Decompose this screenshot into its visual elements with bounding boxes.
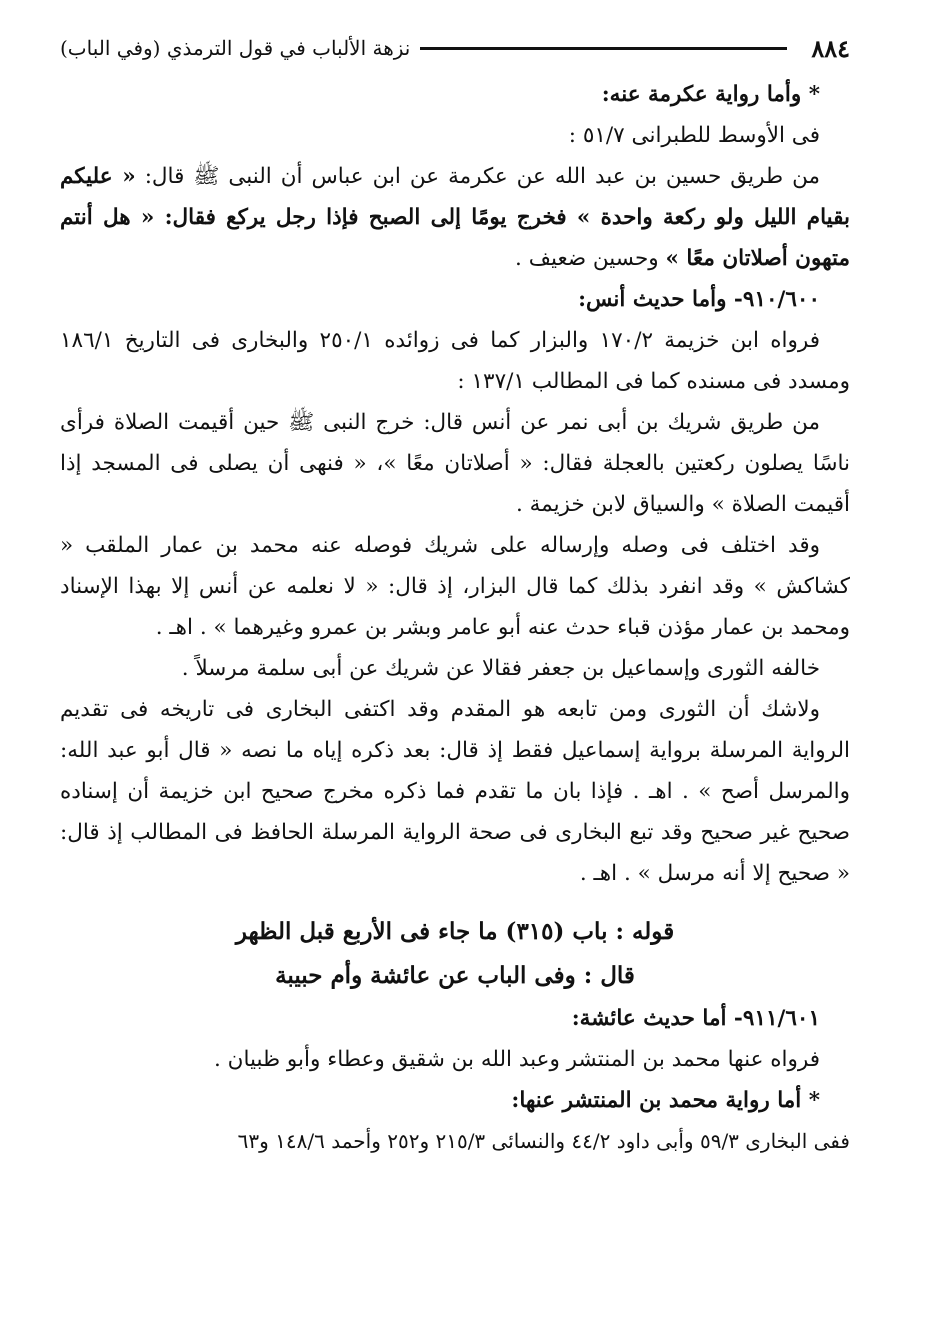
paragraph-anas-sources: فرواه ابن خزيمة ١٧٠/٢ والبزار كما فى زوائده ٢٥٠/١ والبخارى فى التاريخ ١٨٦/١ ومسدد فى مسنده كما فى المطالب ١٣٧/١ : xyxy=(60,328,850,394)
paragraph-husayn xyxy=(60,156,850,279)
husayn-verdict: وحسين ضعيف . xyxy=(515,246,666,271)
section-subtitle: قال : وفى الباب عن عائشة وأم حبيبة xyxy=(275,962,635,989)
page-number: ٨٨٤ xyxy=(811,33,850,63)
subheading-anas: ٩١٠/٦٠٠- وأما حديث أنس: xyxy=(578,287,820,312)
header-rule xyxy=(420,47,787,50)
paragraph-thawri: خالفه الثورى وإسماعيل بن جعفر فقالا عن شريك عن أبى سلمة مرسلاً . xyxy=(181,656,820,681)
subheading-ikrima: * وأما رواية عكرمة عنه: xyxy=(601,82,820,107)
paragraph-muntashir-sources: ففى البخارى ٥٩/٣ وأبى داود ٤٤/٢ والنسائى ٢١٥/٣ و٢٥٢ وأحمد ١٤٨/٦ و٦٣ xyxy=(237,1129,850,1153)
page-body xyxy=(60,74,850,1162)
running-title: نزهة الألباب في قول الترمذي (وفي الباب) xyxy=(60,36,411,60)
running-header xyxy=(60,28,850,68)
paragraph-ikhtilaf: وقد اختلف فى وصله وإرساله على شريك فوصله عنه محمد بن عمار الملقب « كشاكش » وقد انفرد بذلك كما قال البزار، إذ قال: « لا نعلمه عن أنس إلا بهذا الإسناد ومحمد بن عمار مؤذن قباء حدث عنه أبو عامر وبشر بن عمرو وغيرهما » . اهـ . xyxy=(60,533,850,640)
paragraph-aisha-narrators: فرواه عنها محمد بن المنتشر وعبد الله بن شقيق وعطاء وأبو ظبيان . xyxy=(213,1047,820,1072)
husayn-hadith-text: « عليكم بقيام الليل ولو ركعة واحدة » فخرج يومًا إلى الصبح فإذا رجل يركع فقال: « هل أنتم متهون أصلاتان معًا » xyxy=(60,164,850,271)
paragraph-awsat: فى الأوسط للطبرانى ٥١/٧ : xyxy=(568,123,820,148)
paragraph-sharik: من طريق شريك بن أبى نمر عن أنس قال: خرج النبى ﷺ حين أقيمت الصلاة فرأى ناسًا يصلون ركعتين بالعجلة فقال: « أصلاتان معًا »، « فنهى أن يصلى فى المسجد إذا أقيمت الصلاة » والسياق لابن خزيمة . xyxy=(60,410,850,517)
subheading-muntashir: * أما رواية محمد بن المنتشر عنها: xyxy=(511,1088,820,1113)
document-page xyxy=(60,28,850,1162)
paragraph-conclusion: ولاشك أن الثورى ومن تابعه هو المقدم وقد اكتفى البخارى فى تاريخه فى تقديم الرواية المرسلة برواية إسماعيل فقط إذ قال: بعد ذكره إياه ما نصه « قال أبو عبد الله: والمرسل أصح » . اهـ . فإذا بان ما تقدم فما ذكره مخرج صحيح ابن خزيمة أن إسناده صحيح غير صحيح وقد تبع البخارى فى صحة الرواية المرسلة الحافظ فى المطالب إذ قال: « صحيح إلا أنه مرسل » . اهـ . xyxy=(60,697,850,886)
subheading-aisha: ٩١١/٦٠١- أما حديث عائشة: xyxy=(571,1006,820,1031)
husayn-chain: من طريق حسين بن عبد الله عن عكرمة عن ابن عباس أن النبى ﷺ قال: xyxy=(135,164,821,189)
section-title: قوله : باب (٣١٥) ما جاء فى الأربع قبل الظهر xyxy=(235,918,675,945)
